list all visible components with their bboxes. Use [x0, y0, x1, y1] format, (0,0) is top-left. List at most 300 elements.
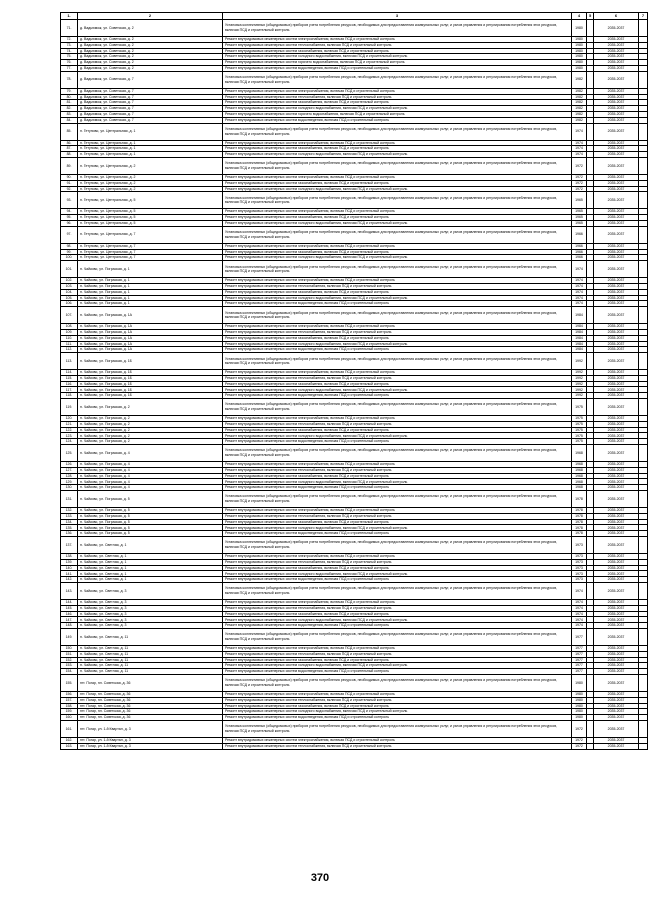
row-work-type: Установка коллективных (общедомовых) приборов учета потребления ресурсов, необходимых для предоставления коммунальных услуг, и узлов управления и регулирования потребления этих ресурсов, включая ПСД и строительный контроль	[223, 353, 572, 370]
table-row	[61, 720, 648, 737]
row-number: 107.	[61, 307, 78, 324]
table-row	[61, 583, 648, 600]
row-address: п. Чайково, ул. Светлая, д. 1	[78, 537, 223, 554]
row-number: 146.	[61, 611, 78, 617]
row-number: 73.	[61, 42, 78, 48]
row-col-5	[587, 629, 594, 646]
row-period: 2035-2037	[594, 117, 639, 123]
row-number: 82.	[61, 106, 78, 112]
row-period: 2035-2037	[594, 209, 639, 215]
row-col-5	[587, 123, 594, 140]
row-work-type: Ремонт внутридомовых инженерных систем водоотведения, включая ПСД и строительный контроль	[223, 393, 572, 399]
row-year: 1968	[572, 462, 587, 468]
table-body	[61, 20, 648, 750]
row-period: 2035-2037	[594, 427, 639, 433]
row-year: 1980	[572, 715, 587, 721]
row-number: 129.	[61, 479, 78, 485]
row-period: 2035-2037	[594, 186, 639, 192]
row-address: п. Гетуново, ул. Центральная, д. 7	[78, 243, 223, 249]
row-number: 157.	[61, 697, 78, 703]
row-work-type: Ремонт внутридомовых инженерных систем газоснабжения, включая ПСД и строительный контроль	[223, 100, 572, 106]
row-col-7	[639, 226, 648, 243]
row-year: 1978	[572, 508, 587, 514]
row-col-5	[587, 445, 594, 462]
row-period: 2035-2037	[594, 106, 639, 112]
row-period: 2035-2037	[594, 307, 639, 324]
row-number: 155.	[61, 674, 78, 691]
row-period: 2035-2037	[594, 651, 639, 657]
row-col-5	[587, 743, 594, 749]
row-address: п. Гетуново, ул. Центральная, д. 1	[78, 123, 223, 140]
row-number: 106.	[61, 301, 78, 307]
row-number: 140.	[61, 565, 78, 571]
row-address: п. Чайково, ул. Пограская, д. 4	[78, 479, 223, 485]
row-number: 109.	[61, 329, 78, 335]
row-year: 1974	[572, 623, 587, 629]
row-address: п. Чайково, ул. Пограская, д. 1	[78, 278, 223, 284]
row-number: 156.	[61, 691, 78, 697]
row-number: 132.	[61, 508, 78, 514]
row-address: п. Чайково, ул. Пограская, д. 1А	[78, 329, 223, 335]
row-work-type: Установка коллективных (общедомовых) приборов учета потребления ресурсов, необходимых для предоставления коммунальных услуг, и узлов управления и регулирования потребления этих ресурсов, включая ПСД и строительный контроль	[223, 629, 572, 646]
row-address: п. Чайково, ул. Пограская, д. 1А	[78, 324, 223, 330]
table-row	[61, 20, 648, 37]
row-number: 77.	[61, 65, 78, 71]
row-period: 2035-2037	[594, 571, 639, 577]
row-address: п. Гетуново, ул. Центральная, д. 7	[78, 249, 223, 255]
row-period: 2035-2037	[594, 605, 639, 611]
row-number: 71.	[61, 20, 78, 37]
row-period: 2035-2037	[594, 421, 639, 427]
row-number: 90.	[61, 174, 78, 180]
row-work-type: Ремонт внутридомовых инженерных систем водоотведения, включая ПСД и строительный контроль	[223, 117, 572, 123]
row-address: п. Чайково, ул. Пограская, д. 2	[78, 439, 223, 445]
row-work-type: Ремонт внутридомовых инженерных систем газоснабжения, включая ПСД и строительный контроль	[223, 473, 572, 479]
row-work-type: Ремонт внутридомовых инженерных систем водоотведения, включая ПСД и строительный контроль	[223, 669, 572, 675]
row-number: 147.	[61, 617, 78, 623]
table-row	[61, 445, 648, 462]
row-address: п. Чайково, ул. Светлая, д. 3	[78, 605, 223, 611]
header-col-4: 4	[572, 13, 587, 20]
row-address: п. Чайково, ул. Пограская, д. 2	[78, 433, 223, 439]
row-address: п. Гетуново, ул. Центральная, д. 2	[78, 174, 223, 180]
row-work-type: Ремонт внутридомовых инженерных систем электроснабжения, включая ПСД и строительный контроль	[223, 691, 572, 697]
table-row	[61, 674, 648, 691]
row-period: 2035-2037	[594, 335, 639, 341]
table-row	[61, 743, 648, 749]
row-year: 1973	[572, 554, 587, 560]
row-year: 1992	[572, 353, 587, 370]
row-address: п. Гетуново, ул. Центральная, д. 5	[78, 209, 223, 215]
table-row	[61, 537, 648, 554]
row-number: 120.	[61, 416, 78, 422]
row-address: д. Вадьюмож, ул. Советская, д. 7	[78, 111, 223, 117]
row-col-7	[639, 720, 648, 737]
row-address: п. Чайково, ул. Пограская, д. 1	[78, 301, 223, 307]
row-address: п. Гетуново, ул. Центральная, д. 5	[78, 215, 223, 221]
row-year: 1974	[572, 583, 587, 600]
row-address: п. Гетуново, ул. Центральная, д. 2	[78, 157, 223, 174]
row-year: 1965	[572, 215, 587, 221]
row-work-type: Ремонт внутридомовых инженерных систем холодного водоснабжения, включая ПСД и строительный контроль	[223, 479, 572, 485]
row-address: п. Чайково, ул. Светлая, д. 1	[78, 554, 223, 560]
row-period: 2035-2037	[594, 54, 639, 60]
row-period: 2035-2037	[594, 140, 639, 146]
row-number: 87.	[61, 146, 78, 152]
row-period: 2035-2037	[594, 513, 639, 519]
row-period: 2035-2037	[594, 111, 639, 117]
row-work-type: Установка коллективных (общедомовых) приборов учета потребления ресурсов, необходимых для предоставления коммунальных услуг, и узлов управления и регулирования потребления этих ресурсов, включая ПСД и строительный контроль	[223, 261, 572, 278]
program-table-sheet	[60, 12, 645, 750]
row-address: пгт. Погар, пл. Советская, д. 36	[78, 703, 223, 709]
row-year: 1974	[572, 278, 587, 284]
row-work-type: Ремонт внутридомовых инженерных систем электроснабжения, включая ПСД и строительный контроль	[223, 243, 572, 249]
row-work-type: Ремонт внутридомовых инженерных систем электроснабжения, включая ПСД и строительный контроль	[223, 737, 572, 743]
row-period: 2035-2037	[594, 525, 639, 531]
row-year: 1992	[572, 370, 587, 376]
row-period: 2035-2037	[594, 152, 639, 158]
row-period: 2035-2037	[594, 565, 639, 571]
row-address: п. Чайково, ул. Пограская, д. 1Б	[78, 381, 223, 387]
row-col-5	[587, 261, 594, 278]
row-address: пгт. Погар, пл. Советская, д. 36	[78, 709, 223, 715]
row-number: 115.	[61, 375, 78, 381]
row-work-type: Ремонт внутридомовых инженерных систем теплоснабжения, включая ПСД и строительный контроль	[223, 605, 572, 611]
row-period: 2035-2037	[594, 508, 639, 514]
row-number: 78.	[61, 71, 78, 88]
row-address: п. Чайково, ул. Светлая, д. 1	[78, 571, 223, 577]
row-year: 1992	[572, 381, 587, 387]
table-row	[61, 226, 648, 243]
row-number: 141.	[61, 571, 78, 577]
row-period: 2035-2037	[594, 439, 639, 445]
row-year: 1974	[572, 605, 587, 611]
row-year: 1974	[572, 617, 587, 623]
row-year: 1980	[572, 20, 587, 37]
row-year: 1974	[572, 140, 587, 146]
row-work-type: Ремонт внутридомовых инженерных систем электроснабжения, включая ПСД и строительный контроль	[223, 278, 572, 284]
row-year: 1977	[572, 657, 587, 663]
row-work-type: Установка коллективных (общедомовых) приборов учета потребления ресурсов, необходимых для предоставления коммунальных услуг, и узлов управления и регулирования потребления этих ресурсов, включая ПСД и строительный контроль	[223, 192, 572, 209]
row-address: п. Чайково, ул. Светлая, д. 11	[78, 663, 223, 669]
row-period: 2035-2037	[594, 703, 639, 709]
row-number: 114.	[61, 370, 78, 376]
row-number: 83.	[61, 111, 78, 117]
row-number: 139.	[61, 559, 78, 565]
row-year: 1978	[572, 513, 587, 519]
row-number: 148.	[61, 623, 78, 629]
row-number: 91.	[61, 180, 78, 186]
row-number: 84.	[61, 117, 78, 123]
row-number: 85.	[61, 123, 78, 140]
row-period: 2035-2037	[594, 249, 639, 255]
row-year: 1972	[572, 186, 587, 192]
row-work-type: Ремонт внутридомовых инженерных систем теплоснабжения, включая ПСД и строительный контроль	[223, 697, 572, 703]
row-year: 1973	[572, 537, 587, 554]
row-period: 2035-2037	[594, 220, 639, 226]
row-period: 2035-2037	[594, 375, 639, 381]
row-address: п. Чайково, ул. Пограская, д. 1А	[78, 347, 223, 353]
row-year: 1984	[572, 341, 587, 347]
row-period: 2035-2037	[594, 697, 639, 703]
row-period: 2035-2037	[594, 341, 639, 347]
table-row	[61, 491, 648, 508]
row-work-type: Ремонт внутридомовых инженерных систем электроснабжения, включая ПСД и строительный контроль	[223, 174, 572, 180]
row-work-type: Ремонт внутридомовых инженерных систем электроснабжения, включая ПСД и строительный контроль	[223, 209, 572, 215]
row-work-type: Ремонт внутридомовых инженерных систем теплоснабжения, включая ПСД и строительный контроль	[223, 42, 572, 48]
row-period: 2035-2037	[594, 48, 639, 54]
row-year: 1972	[572, 737, 587, 743]
row-work-type: Ремонт внутридомовых инженерных систем газоснабжения, включая ПСД и строительный контроль	[223, 381, 572, 387]
row-year: 1977	[572, 663, 587, 669]
row-period: 2035-2037	[594, 94, 639, 100]
row-col-7	[639, 537, 648, 554]
row-number: 123.	[61, 433, 78, 439]
row-work-type: Ремонт внутридомовых инженерных систем газоснабжения, включая ПСД и строительный контроль	[223, 180, 572, 186]
row-year: 1974	[572, 301, 587, 307]
capital-repair-table	[60, 12, 648, 750]
row-period: 2035-2037	[594, 157, 639, 174]
row-work-type: Ремонт внутридомовых инженерных систем газоснабжения, включая ПСД и строительный контроль	[223, 611, 572, 617]
header-col-6: 6	[594, 13, 639, 20]
header-col-3: 3	[223, 13, 572, 20]
table-row	[61, 307, 648, 324]
row-number: 127.	[61, 467, 78, 473]
row-work-type: Ремонт внутридомовых инженерных систем электроснабжения, включая ПСД и строительный контроль	[223, 554, 572, 560]
row-number: 145.	[61, 605, 78, 611]
row-year: 1984	[572, 329, 587, 335]
row-year: 1965	[572, 220, 587, 226]
row-work-type: Ремонт внутридомовых инженерных систем водоотведения, включая ПСД и строительный контроль	[223, 577, 572, 583]
row-number: 160.	[61, 715, 78, 721]
row-number: 72.	[61, 37, 78, 43]
row-address: пгт. Погар, пл. Советская, д. 36	[78, 697, 223, 703]
row-year: 1977	[572, 669, 587, 675]
row-period: 2035-2037	[594, 226, 639, 243]
row-work-type: Ремонт внутридомовых инженерных систем водоотведения, включая ПСД и строительный контроль	[223, 531, 572, 537]
row-period: 2035-2037	[594, 629, 639, 646]
row-number: 133.	[61, 513, 78, 519]
row-year: 1980	[572, 674, 587, 691]
row-address: п. Чайково, ул. Пограская, д. 5	[78, 508, 223, 514]
row-year: 1982	[572, 88, 587, 94]
row-address: п. Чайково, ул. Пограская, д. 4	[78, 473, 223, 479]
row-number: 113.	[61, 353, 78, 370]
row-number: 96.	[61, 220, 78, 226]
row-period: 2035-2037	[594, 65, 639, 71]
row-col-7	[639, 157, 648, 174]
row-number: 116.	[61, 381, 78, 387]
row-year: 1975	[572, 433, 587, 439]
row-period: 2035-2037	[594, 709, 639, 715]
table-row	[61, 157, 648, 174]
row-number: 111.	[61, 341, 78, 347]
row-number: 110.	[61, 335, 78, 341]
row-work-type: Ремонт внутридомовых инженерных систем холодного водоснабжения, включая ПСД и строительный контроль	[223, 709, 572, 715]
row-work-type: Ремонт внутридомовых инженерных систем электроснабжения, включая ПСД и строительный контроль	[223, 88, 572, 94]
row-year: 1966	[572, 255, 587, 261]
row-period: 2035-2037	[594, 370, 639, 376]
row-period: 2035-2037	[594, 467, 639, 473]
row-work-type: Ремонт внутридомовых инженерных систем теплоснабжения, включая ПСД и строительный контроль	[223, 329, 572, 335]
row-work-type: Ремонт внутридомовых инженерных систем водоотведения, включая ПСД и строительный контроль	[223, 347, 572, 353]
row-work-type: Ремонт внутридомовых инженерных систем газоснабжения, включая ПСД и строительный контроль	[223, 289, 572, 295]
row-period: 2035-2037	[594, 37, 639, 43]
row-year: 1977	[572, 629, 587, 646]
row-year: 1966	[572, 226, 587, 243]
row-number: 144.	[61, 600, 78, 606]
row-number: 117.	[61, 387, 78, 393]
row-work-type: Ремонт внутридомовых инженерных систем газоснабжения, включая ПСД и строительный контроль	[223, 565, 572, 571]
row-address: п. Гетуново, ул. Центральная, д. 7	[78, 226, 223, 243]
row-address: п. Чайково, ул. Пограская, д. 4	[78, 485, 223, 491]
row-address: п. Чайково, ул. Пограская, д. 5	[78, 519, 223, 525]
header-col-5: 5	[587, 13, 594, 20]
row-work-type: Ремонт внутридомовых инженерных систем электроснабжения, включая ПСД и строительный контроль	[223, 324, 572, 330]
row-work-type: Ремонт внутридомовых инженерных систем газоснабжения, включая ПСД и строительный контроль	[223, 146, 572, 152]
row-number: 99.	[61, 249, 78, 255]
row-year: 1974	[572, 600, 587, 606]
row-year: 1973	[572, 577, 587, 583]
row-period: 2035-2037	[594, 416, 639, 422]
row-period: 2035-2037	[594, 583, 639, 600]
row-work-type: Ремонт внутридомовых инженерных систем газоснабжения, включая ПСД и строительный контроль	[223, 48, 572, 54]
row-address: п. Гетуново, ул. Центральная, д. 5	[78, 220, 223, 226]
row-address: д. Вадьюмож, ул. Советская, д. 2	[78, 48, 223, 54]
row-number: 75.	[61, 54, 78, 60]
row-number: 152.	[61, 657, 78, 663]
row-work-type: Ремонт внутридомовых инженерных систем холодного водоснабжения, включая ПСД и строительный контроль	[223, 663, 572, 669]
row-period: 2035-2037	[594, 295, 639, 301]
row-address: п. Чайково, ул. Светлая, д. 11	[78, 629, 223, 646]
row-col-7	[639, 307, 648, 324]
row-col-5	[587, 537, 594, 554]
row-number: 143.	[61, 583, 78, 600]
row-address: п. Гетуново, ул. Центральная, д. 1	[78, 146, 223, 152]
row-work-type: Установка коллективных (общедомовых) приборов учета потребления ресурсов, необходимых для предоставления коммунальных услуг, и узлов управления и регулирования потребления этих ресурсов, включая ПСД и строительный контроль	[223, 71, 572, 88]
row-year: 1978	[572, 519, 587, 525]
row-year: 1968	[572, 445, 587, 462]
row-work-type: Ремонт внутридомовых инженерных систем теплоснабжения, включая ПСД и строительный контроль	[223, 651, 572, 657]
row-work-type: Ремонт внутридомовых инженерных систем холодного водоснабжения, включая ПСД и строительный контроль	[223, 186, 572, 192]
row-work-type: Установка коллективных (общедомовых) приборов учета потребления ресурсов, необходимых для предоставления коммунальных услуг, и узлов управления и регулирования потребления этих ресурсов, включая ПСД и строительный контроль	[223, 445, 572, 462]
row-period: 2035-2037	[594, 243, 639, 249]
row-col-5	[587, 720, 594, 737]
row-number: 125.	[61, 445, 78, 462]
row-address: п. Чайково, ул. Пограская, д. 1Б	[78, 370, 223, 376]
row-year: 1980	[572, 60, 587, 66]
row-col-5	[587, 674, 594, 691]
row-period: 2035-2037	[594, 60, 639, 66]
row-number: 121.	[61, 421, 78, 427]
row-work-type: Ремонт внутридомовых инженерных систем горячего водоснабжения, включая ПСД и строительный контроль	[223, 60, 572, 66]
row-period: 2035-2037	[594, 261, 639, 278]
row-col-5	[587, 20, 594, 37]
row-period: 2035-2037	[594, 663, 639, 669]
row-period: 2035-2037	[594, 485, 639, 491]
row-year: 1992	[572, 393, 587, 399]
row-address: п. Гетуново, ул. Центральная, д. 2	[78, 180, 223, 186]
row-work-type: Ремонт внутридомовых инженерных систем электроснабжения, включая ПСД и строительный контроль	[223, 646, 572, 652]
row-work-type: Установка коллективных (общедомовых) приборов учета потребления ресурсов, необходимых для предоставления коммунальных услуг, и узлов управления и регулирования потребления этих ресурсов, включая ПСД и строительный контроль	[223, 583, 572, 600]
row-number: 103.	[61, 283, 78, 289]
row-col-7	[639, 491, 648, 508]
row-number: 108.	[61, 324, 78, 330]
row-year: 1984	[572, 347, 587, 353]
row-number: 104.	[61, 289, 78, 295]
row-year: 1974	[572, 611, 587, 617]
row-year: 1975	[572, 421, 587, 427]
row-address: п. Гетуново, ул. Центральная, д. 2	[78, 186, 223, 192]
row-year: 1977	[572, 646, 587, 652]
row-address: п. Чайково, ул. Пограская, д. 4	[78, 467, 223, 473]
row-address: п. Гетуново, ул. Центральная, д. 1	[78, 140, 223, 146]
row-period: 2035-2037	[594, 353, 639, 370]
row-number: 128.	[61, 473, 78, 479]
row-year: 1975	[572, 416, 587, 422]
row-address: п. Чайково, ул. Пограская, д. 1А	[78, 307, 223, 324]
row-year: 1974	[572, 283, 587, 289]
row-number: 93.	[61, 192, 78, 209]
row-year: 1980	[572, 697, 587, 703]
row-number: 97.	[61, 226, 78, 243]
row-year: 1972	[572, 720, 587, 737]
row-number: 149.	[61, 629, 78, 646]
row-year: 1973	[572, 559, 587, 565]
row-number: 135.	[61, 525, 78, 531]
row-period: 2035-2037	[594, 600, 639, 606]
row-work-type: Установка коллективных (общедомовых) приборов учета потребления ресурсов, необходимых для предоставления коммунальных услуг, и узлов управления и регулирования потребления этих ресурсов, включая ПСД и строительный контроль	[223, 491, 572, 508]
row-col-7	[639, 353, 648, 370]
row-col-7	[639, 629, 648, 646]
row-address: п. Гетуново, ул. Центральная, д. 1	[78, 152, 223, 158]
row-col-5	[587, 353, 594, 370]
row-number: 122.	[61, 427, 78, 433]
row-period: 2035-2037	[594, 743, 639, 749]
row-number: 92.	[61, 186, 78, 192]
row-col-7	[639, 261, 648, 278]
row-work-type: Ремонт внутридомовых инженерных систем водоотведения, включая ПСД и строительный контроль	[223, 439, 572, 445]
row-col-5	[587, 71, 594, 88]
row-col-7	[639, 399, 648, 416]
row-col-5	[587, 307, 594, 324]
row-period: 2035-2037	[594, 100, 639, 106]
row-period: 2035-2037	[594, 559, 639, 565]
row-period: 2035-2037	[594, 577, 639, 583]
row-number: 138.	[61, 554, 78, 560]
header-col-2: 2	[78, 13, 223, 20]
row-period: 2035-2037	[594, 646, 639, 652]
table-row	[61, 261, 648, 278]
row-address: д. Вадьюмож, ул. Советская, д. 7	[78, 94, 223, 100]
row-work-type: Ремонт внутридомовых инженерных систем холодного водоснабжения, включая ПСД и строительный контроль	[223, 433, 572, 439]
row-work-type: Ремонт внутридомовых инженерных систем холодного водоснабжения, включая ПСД и строительный контроль	[223, 341, 572, 347]
page-number: 370	[310, 872, 330, 884]
row-number: 94.	[61, 209, 78, 215]
row-work-type: Ремонт внутридомовых инженерных систем теплоснабжения, включая ПСД и строительный контроль	[223, 559, 572, 565]
row-number: 74.	[61, 48, 78, 54]
row-address: п. Чайково, ул. Пограская, д. 2	[78, 399, 223, 416]
row-period: 2035-2037	[594, 617, 639, 623]
row-period: 2035-2037	[594, 691, 639, 697]
row-year: 1984	[572, 307, 587, 324]
row-number: 80.	[61, 94, 78, 100]
row-number: 142.	[61, 577, 78, 583]
row-col-7	[639, 583, 648, 600]
row-col-7	[639, 192, 648, 209]
row-address: п. Чайково, ул. Пограская, д. 4	[78, 462, 223, 468]
row-address: п. Чайково, ул. Пограская, д. 1	[78, 261, 223, 278]
